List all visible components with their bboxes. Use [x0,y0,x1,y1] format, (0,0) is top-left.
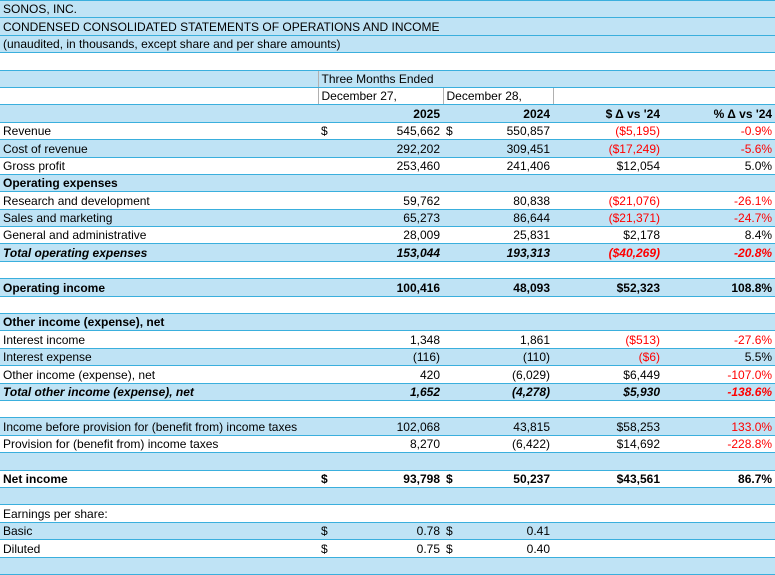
value-col2: 1,861 [465,331,553,348]
table-row [0,348,775,365]
row-label: Operating income [0,279,318,296]
value-col2: 86,644 [465,209,553,226]
currency-symbol-col1 [318,174,340,191]
value-col1: 420 [340,366,443,383]
table-row [0,453,775,470]
currency-symbol-col2 [443,435,465,452]
col2-date-label: December 28, [443,87,553,104]
table-row [0,192,775,209]
currency-symbol-col1: $ [318,470,340,487]
delta-dollar-value: $43,561 [553,470,663,487]
currency-symbol-col2 [443,400,465,417]
currency-symbol-col2 [443,453,465,470]
delta-percent-value: -228.8% [663,435,775,452]
value-col1: 100,416 [340,279,443,296]
table-row [0,487,775,504]
row-label: Income before provision for (benefit from) income taxes [0,418,318,435]
col1-year-label: 2025 [318,105,443,122]
currency-symbol-col2: $ [443,540,465,557]
value-col2: 43,815 [465,418,553,435]
currency-symbol-col2 [443,505,465,522]
currency-symbol-col1 [318,209,340,226]
value-col1: 545,662 [340,122,443,139]
currency-symbol-col1 [318,453,340,470]
currency-symbol-col1: $ [318,522,340,539]
value-col2: 50,237 [465,470,553,487]
value-col2 [465,505,553,522]
delta-dollar-value: ($5,195) [553,122,663,139]
currency-symbol-col1 [318,487,340,504]
currency-symbol-col2 [443,314,465,331]
table-row [0,522,775,539]
delta-dollar-value: ($6) [553,348,663,365]
empty-cell [553,53,663,70]
value-col2 [465,557,553,574]
delta-percent-value [663,505,775,522]
delta-percent-value [663,522,775,539]
row-label: Gross profit [0,157,318,174]
value-col2: 0.41 [465,522,553,539]
header-spacer-row [0,53,775,70]
delta-dollar-value [553,522,663,539]
delta-dollar-value [553,261,663,278]
empty-cell [663,87,775,104]
delta-percent-value: -26.1% [663,192,775,209]
row-label [0,400,318,417]
currency-symbol-col2 [443,261,465,278]
empty-cell [465,53,553,70]
delta-dollar-value: $5,930 [553,383,663,400]
value-col1: 0.78 [340,522,443,539]
empty-cell [340,53,443,70]
value-col2 [465,174,553,191]
delta-dollar-value: ($40,269) [553,244,663,261]
delta-dollar-value [553,174,663,191]
delta-dollar-value: $12,054 [553,157,663,174]
value-col1: (116) [340,348,443,365]
period-label: Three Months Ended [318,70,553,87]
delta-percent-value: 5.0% [663,157,775,174]
table-row [0,296,775,313]
table-row [0,383,775,400]
table-row [0,174,775,191]
value-col2 [465,453,553,470]
empty-cell [318,53,340,70]
row-label: Diluted [0,540,318,557]
table-row [0,435,775,452]
delta-dollar-value: $14,692 [553,435,663,452]
table-row [0,418,775,435]
currency-symbol-col2: $ [443,122,465,139]
currency-symbol-col2: $ [443,522,465,539]
row-label: Total operating expenses [0,244,318,261]
value-col1: 1,348 [340,331,443,348]
delta-percent-value: 133.0% [663,418,775,435]
delta-dollar-value: ($17,249) [553,140,663,157]
value-col1: 1,652 [340,383,443,400]
delta-percent-value [663,314,775,331]
delta-dollar-value: ($513) [553,331,663,348]
value-col1 [340,314,443,331]
value-col2: 48,093 [465,279,553,296]
table-row [0,261,775,278]
delta-percent-value: -138.6% [663,383,775,400]
currency-symbol-col1 [318,348,340,365]
currency-symbol-col1: $ [318,122,340,139]
company-name: SONOS, INC. [0,1,775,18]
row-label: Cost of revenue [0,140,318,157]
empty-cell [0,105,318,122]
value-col1: 292,202 [340,140,443,157]
table-row [0,366,775,383]
delta-dollar-value [553,314,663,331]
table-row [0,470,775,487]
empty-cell [0,87,318,104]
value-col1 [340,453,443,470]
value-col1: 102,068 [340,418,443,435]
statement-title: CONDENSED CONSOLIDATED STATEMENTS OF OPERATIONS AND INCOME [0,18,775,35]
value-col2: 241,406 [465,157,553,174]
currency-symbol-col1 [318,227,340,244]
value-col2: (6,029) [465,366,553,383]
row-label [0,261,318,278]
table-row [0,244,775,261]
delta-percent-value: -0.9% [663,122,775,139]
currency-symbol-col2 [443,209,465,226]
currency-symbol-col1 [318,279,340,296]
value-col1 [340,400,443,417]
row-label: General and administrative [0,227,318,244]
currency-symbol-col1 [318,140,340,157]
value-col1 [340,505,443,522]
currency-symbol-col2 [443,557,465,574]
currency-symbol-col1 [318,366,340,383]
currency-symbol-col2: $ [443,470,465,487]
value-col1 [340,261,443,278]
row-label: Operating expenses [0,174,318,191]
delta-percent-value [663,261,775,278]
delta-dollar-value [553,296,663,313]
date-header-row [0,87,775,104]
title-row-statement [0,18,775,35]
currency-symbol-col1 [318,192,340,209]
value-col2: 550,857 [465,122,553,139]
delta-dollar-value [553,487,663,504]
currency-symbol-col2 [443,227,465,244]
basis-note: (unaudited, in thousands, except share and per share amounts) [0,35,775,52]
income-statement-body [0,1,775,575]
value-col2: (110) [465,348,553,365]
value-col2 [465,296,553,313]
value-col2: 0.40 [465,540,553,557]
delta-dollar-value [553,557,663,574]
row-label: Sales and marketing [0,209,318,226]
title-row-company [0,1,775,18]
delta-dollar-value [553,540,663,557]
delta-percent-value: -107.0% [663,366,775,383]
value-col2: 309,451 [465,140,553,157]
empty-cell [0,70,318,87]
currency-symbol-col1 [318,400,340,417]
row-label: Interest expense [0,348,318,365]
currency-symbol-col1 [318,314,340,331]
currency-symbol-col1 [318,331,340,348]
row-label [0,557,318,574]
currency-symbol-col1: $ [318,540,340,557]
value-col2 [465,487,553,504]
delta-percent-value [663,296,775,313]
delta-dollar-value: ($21,371) [553,209,663,226]
empty-cell [553,70,663,87]
value-col1: 0.75 [340,540,443,557]
row-label: Net income [0,470,318,487]
value-col2: 80,838 [465,192,553,209]
row-label: Interest income [0,331,318,348]
delta-percent-value [663,540,775,557]
currency-symbol-col2 [443,244,465,261]
currency-symbol-col2 [443,192,465,209]
value-col1 [340,557,443,574]
delta-percent-value [663,557,775,574]
currency-symbol-col2 [443,157,465,174]
table-row [0,331,775,348]
table-row [0,157,775,174]
currency-symbol-col2 [443,331,465,348]
value-col1: 253,460 [340,157,443,174]
empty-cell [443,53,465,70]
col1-date-label: December 27, [318,87,443,104]
value-col1: 65,273 [340,209,443,226]
table-row [0,227,775,244]
currency-symbol-col2 [443,279,465,296]
row-label: Provision for (benefit from) income taxes [0,435,318,452]
row-label [0,487,318,504]
currency-symbol-col2 [443,296,465,313]
currency-symbol-col2 [443,487,465,504]
value-col2: (4,278) [465,383,553,400]
value-col1: 59,762 [340,192,443,209]
empty-cell [663,70,775,87]
delta-percent-value: 5.5% [663,348,775,365]
value-col1 [340,296,443,313]
table-row [0,209,775,226]
currency-symbol-col2 [443,174,465,191]
row-label: Other income (expense), net [0,366,318,383]
delta-percent-value: -27.6% [663,331,775,348]
currency-symbol-col2 [443,140,465,157]
value-col1: 153,044 [340,244,443,261]
delta-percent-value [663,487,775,504]
delta-dollar-value: ($21,076) [553,192,663,209]
delta-dollar-value [553,505,663,522]
table-row [0,540,775,557]
delta-percent-header: % Δ vs '24 [663,105,775,122]
currency-symbol-col1 [318,244,340,261]
currency-symbol-col2 [443,383,465,400]
delta-percent-value: -20.8% [663,244,775,261]
value-col2 [465,314,553,331]
delta-percent-value: 108.8% [663,279,775,296]
table-row [0,140,775,157]
table-row [0,314,775,331]
currency-symbol-col2 [443,348,465,365]
currency-symbol-col1 [318,435,340,452]
value-col1: 8,270 [340,435,443,452]
value-col2 [465,400,553,417]
currency-symbol-col1 [318,505,340,522]
delta-dollar-header: $ Δ vs '24 [553,105,663,122]
delta-percent-value: -5.6% [663,140,775,157]
currency-symbol-col1 [318,296,340,313]
table-row [0,505,775,522]
delta-percent-value: -24.7% [663,209,775,226]
delta-percent-value: 86.7% [663,470,775,487]
row-label [0,453,318,470]
value-col1: 93,798 [340,470,443,487]
delta-dollar-value: $58,253 [553,418,663,435]
row-label: Revenue [0,122,318,139]
currency-symbol-col1 [318,383,340,400]
row-label: Total other income (expense), net [0,383,318,400]
value-col1 [340,487,443,504]
year-header-row [0,105,775,122]
empty-cell [0,53,318,70]
empty-cell [553,87,663,104]
value-col2: (6,422) [465,435,553,452]
delta-percent-value: 8.4% [663,227,775,244]
currency-symbol-col1 [318,418,340,435]
title-row-basis [0,35,775,52]
row-label [0,296,318,313]
value-col2: 25,831 [465,227,553,244]
currency-symbol-col1 [318,557,340,574]
currency-symbol-col1 [318,261,340,278]
currency-symbol-col2 [443,418,465,435]
value-col1: 28,009 [340,227,443,244]
row-label: Earnings per share: [0,505,318,522]
table-row [0,400,775,417]
delta-percent-value [663,174,775,191]
delta-percent-value [663,453,775,470]
currency-symbol-col2 [443,366,465,383]
col2-year-label: 2024 [443,105,553,122]
delta-dollar-value [553,453,663,470]
delta-dollar-value: $2,178 [553,227,663,244]
delta-dollar-value: $52,323 [553,279,663,296]
empty-cell [663,53,775,70]
row-label: Research and development [0,192,318,209]
table-row [0,122,775,139]
period-header-row [0,70,775,87]
delta-dollar-value: $6,449 [553,366,663,383]
row-label: Basic [0,522,318,539]
delta-dollar-value [553,400,663,417]
table-row [0,279,775,296]
value-col2: 193,313 [465,244,553,261]
currency-symbol-col1 [318,157,340,174]
row-label: Other income (expense), net [0,314,318,331]
value-col1 [340,174,443,191]
table-row [0,557,775,574]
value-col2 [465,261,553,278]
delta-percent-value [663,400,775,417]
